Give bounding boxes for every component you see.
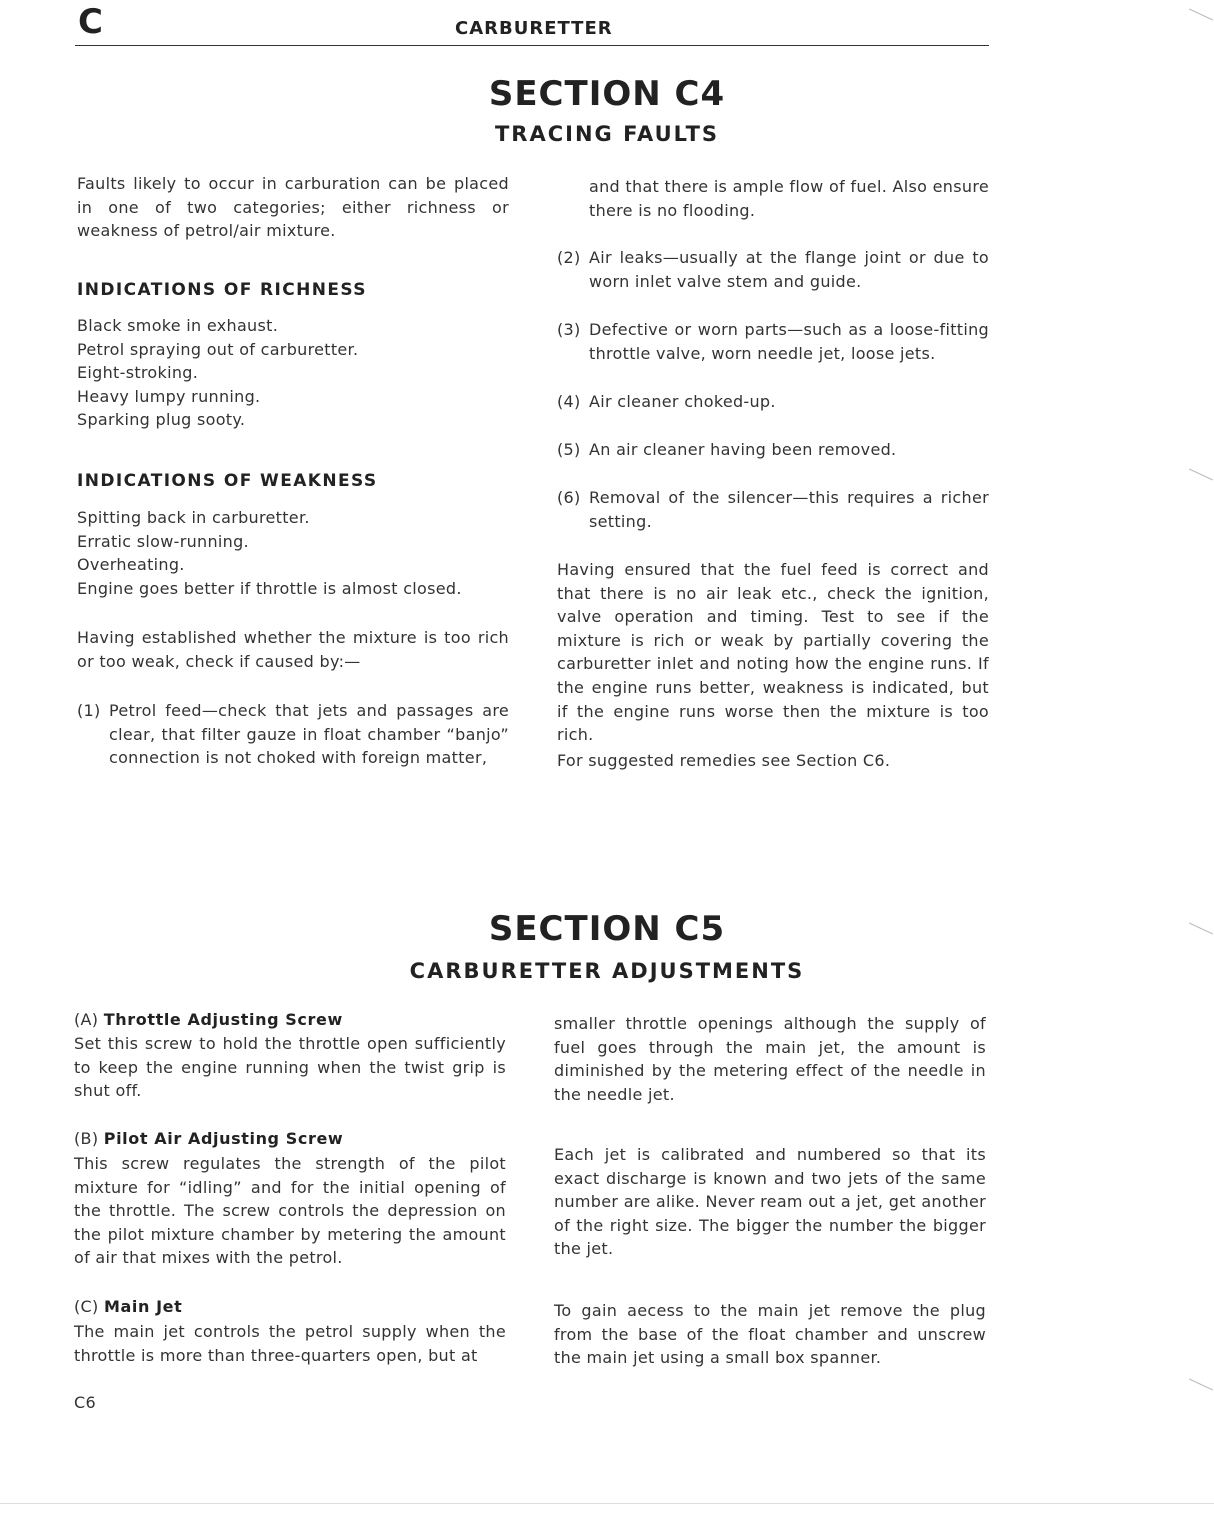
cause-item-text-part-a: Petrol feed—check that jets and passages are clear, that filter gauze in float chamber “banjo” connection is not choked with foreign matter, <box>109 701 509 768</box>
cause-item-text: Defective or worn parts—such as a loose-fitting throttle valve, worn needle jet, loose jets. <box>589 320 989 363</box>
cause-item-text: An air cleaner having been removed. <box>589 440 897 459</box>
list-item: Petrol spraying out of carburetter. <box>77 339 359 359</box>
header-section-letter: C <box>78 2 103 42</box>
list-item: Eight-stroking. <box>77 363 199 383</box>
access-paragraph: To gain aecess to the main jet remove the plug from the base of the float chamber and unscrew the main jet using a small box spanner. <box>554 1301 986 1368</box>
list-item: Overheating. <box>77 555 185 575</box>
list-item: Engine goes better if throttle is almost closed. <box>77 578 462 598</box>
section-c5-subtitle: CARBURETTER ADJUSTMENTS <box>409 959 805 983</box>
calibrated-paragraph: Each jet is calibrated and numbered so that its exact discharge is known and two jets of the same number are alike. Never ream out a jet, get another of the right size. The bigger the number the bigger the jet. <box>554 1145 986 1259</box>
list-item: Black smoke in exhaust. <box>77 316 279 335</box>
adjustment-c-text: The main jet controls the petrol supply when the throttle is more than three-quarters open, but at <box>74 1322 506 1365</box>
establish-paragraph: Having established whether the mixture is too rich or too weak, check if caused by:— <box>77 628 509 671</box>
list-item: Sparking plug sooty. <box>77 410 246 430</box>
header-title: CARBURETTER <box>455 18 613 39</box>
cause-item-text: Air leaks—usually at the flange joint or due to worn inlet valve stem and guide. <box>589 248 989 291</box>
list-item: Spitting back in carburetter. <box>77 508 310 527</box>
cause-item-number: (3) <box>557 320 581 339</box>
adjustment-label: (C) <box>74 1297 99 1316</box>
cause-item-number: (5) <box>557 440 581 459</box>
page-number: C6 <box>74 1393 96 1412</box>
cause-item-3 <box>557 318 989 365</box>
remedies-paragraph: For suggested remedies see Section C6. <box>557 751 891 770</box>
ensured-paragraph: Having ensured that the fuel feed is correct and that there is no air leak etc., check the ignition, valve operation and timing. Test to see if the mixture is rich or weak by partially covering the carburetter inlet and noting how the engine runs. If the engine runs better, weakness is indicated, but if the engine runs worse then the mixture is too rich. <box>557 560 989 745</box>
adjustment-title: Throttle Adjusting Screw <box>103 1010 343 1029</box>
adjustment-label: (A) <box>74 1010 99 1029</box>
cause-item-6 <box>557 486 989 533</box>
scan-edge-mark <box>1189 469 1213 481</box>
cause-item-number: (6) <box>557 488 581 507</box>
richness-heading: INDICATIONS OF RICHNESS <box>77 280 367 300</box>
cause-item-5 <box>557 438 989 462</box>
adjustment-b-text: This screw regulates the strength of the pilot mixture for “idling” and for the initial opening of the throttle. The screw controls the depression on the pilot mixture chamber by metering the amount of air that mixes with the petrol. <box>74 1154 506 1268</box>
header-rule <box>75 45 989 46</box>
cause-item-text: Air cleaner choked-up. <box>589 392 776 411</box>
list-item: Heavy lumpy running. <box>77 386 261 406</box>
cause-item-1 <box>77 699 509 770</box>
section-c4-title: SECTION C4 <box>488 74 726 114</box>
footer-rule <box>0 1503 1214 1504</box>
cause-item-number: (4) <box>557 392 581 411</box>
cause-item-2 <box>557 246 989 293</box>
weakness-list <box>77 506 509 600</box>
cause-item-4 <box>557 390 989 414</box>
adjustment-c-heading <box>74 1295 506 1319</box>
list-item: Erratic slow-running. <box>77 531 249 551</box>
scan-edge-mark <box>1189 9 1213 21</box>
cause-item-number: (1) <box>77 701 101 720</box>
richness-list <box>77 314 509 432</box>
main-jet-text-continued: smaller throttle openings although the supply of fuel goes through the main jet, the amount is diminished by the metering effect of the needle in the needle jet. <box>554 1014 986 1104</box>
section-c5-title: SECTION C5 <box>488 909 726 949</box>
adjustment-title: Pilot Air Adjusting Screw <box>103 1129 344 1148</box>
adjustment-title: Main Jet <box>103 1297 183 1316</box>
weakness-heading: INDICATIONS OF WEAKNESS <box>77 471 378 491</box>
cause-item-number: (2) <box>557 248 581 267</box>
c4-intro-paragraph: Faults likely to occur in carburation can be placed in one of two categories; either richness or weakness of petrol/air mixture. <box>77 174 509 241</box>
cause-item-1-continued: and that there is ample flow of fuel. Also ensure there is no flooding. <box>589 177 989 220</box>
cause-item-text: Removal of the silencer—this requires a richer setting. <box>589 488 989 531</box>
adjustment-label: (B) <box>74 1129 99 1148</box>
adjustment-a-text: Set this screw to hold the throttle open sufficiently to keep the engine running when the twist grip is shut off. <box>74 1034 506 1101</box>
section-c4-subtitle: TRACING FAULTS <box>494 122 720 146</box>
adjustment-a-heading <box>74 1008 506 1032</box>
adjustment-b-heading <box>74 1127 506 1151</box>
scan-edge-mark <box>1189 1379 1213 1391</box>
